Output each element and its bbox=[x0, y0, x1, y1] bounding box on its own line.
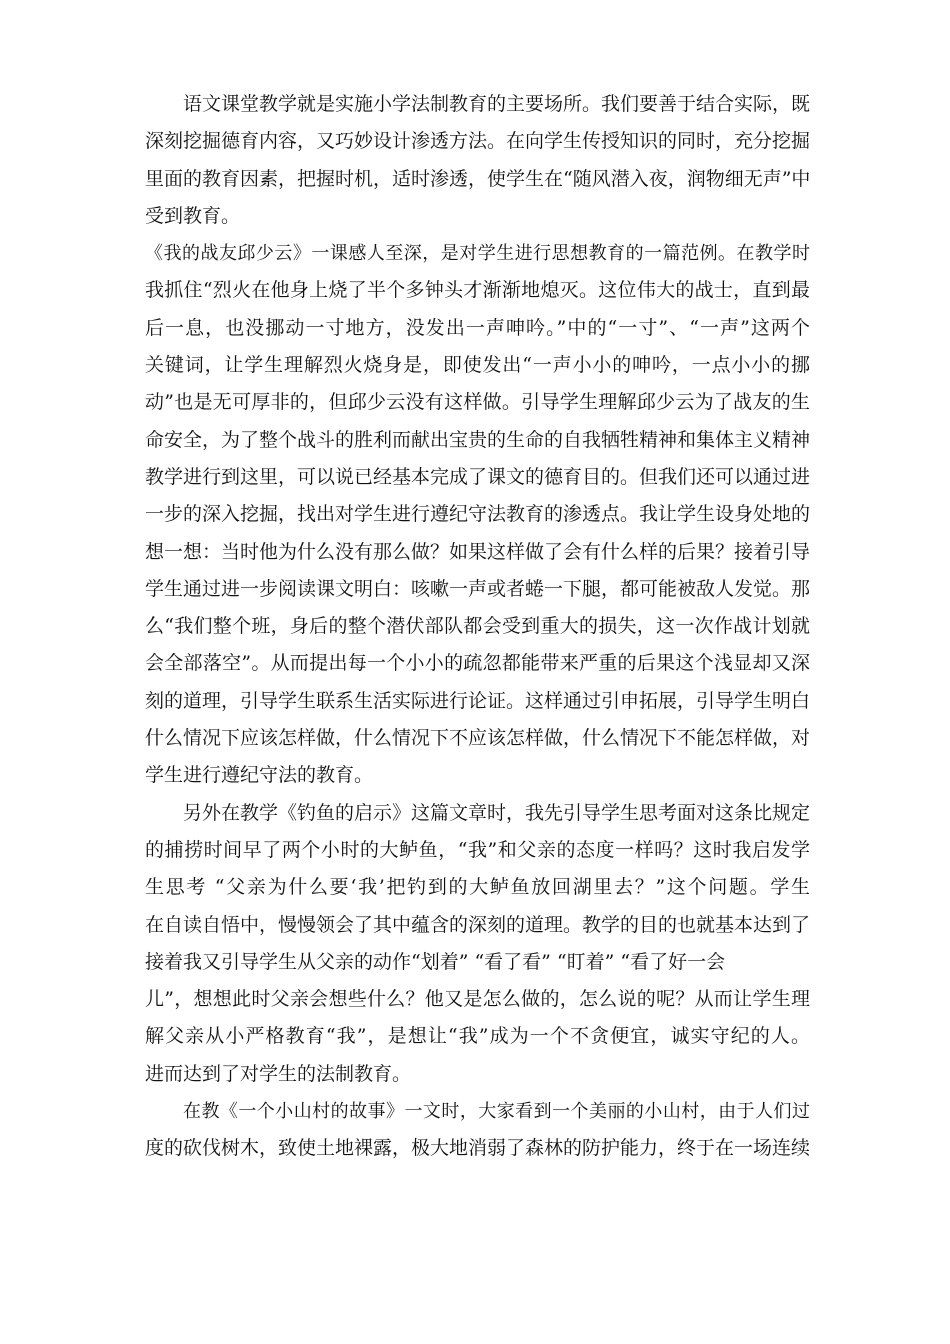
text-line: 在教《一个小山村的故事》一文时，大家看到一个美丽的小山村，由于人们过 bbox=[183, 1101, 810, 1123]
text-line: 教学进行到这里，可以说已经基本完成了课文的德育目的。但我们还可以通过进 bbox=[145, 465, 811, 488]
text-line: 的捕捞时间早了两个小时的大鲈鱼，“我”和父亲的态度一样吗？这时我启发学 bbox=[145, 838, 810, 861]
document-body-text bbox=[145, 86, 810, 1168]
text-line: 想一想：当时他为什么没有那么做？如果这样做了会有什么样的后果？接着引导 bbox=[145, 540, 811, 563]
text-line: 动”也是无可厚非的，但邱少云没有这样做。引导学生理解邱少云为了战友的生 bbox=[145, 391, 810, 414]
text-line: 受到教育。 bbox=[145, 204, 241, 227]
text-line: 后一息，也没挪动一寸地方，没发出一声呻吟。”中的“一寸”、“一声”这两个 bbox=[145, 316, 810, 339]
text-line: 一步的深入挖掘，找出对学生进行遵纪守法教育的渗透点。我让学生设身处地的 bbox=[145, 503, 811, 526]
text-line: 语文课堂教学就是实施小学法制教育的主要场所。我们要善于结合实际，既 bbox=[183, 93, 811, 115]
text-line: 什么情况下应该怎样做，什么情况下不应该怎样做，什么情况下不能怎样做，对 bbox=[145, 727, 811, 750]
text-line: 接着我又引导学生从父亲的动作“划着” “看了看” “盯着” “看了好一会 bbox=[145, 950, 726, 973]
text-line: 进而达到了对学生的法制教育。 bbox=[145, 1062, 412, 1085]
text-line: 会全部落空”。从而提出每一个小小的疏忽都能带来严重的后果这个浅显却又深 bbox=[145, 652, 810, 675]
text-line: 在自读自悟中，慢慢领会了其中蕴含的深刻的道理。教学的目的也就基本达到了 bbox=[145, 913, 811, 936]
text-line: 深刻挖掘德育内容，又巧妙设计渗透方法。在向学生传授知识的同时，充分挖掘 bbox=[145, 130, 811, 153]
text-line: 么“我们整个班，身后的整个潜伏部队都会受到重大的损失，这一次作战计划就 bbox=[145, 615, 810, 638]
text-line: 解父亲从小严格教育“我”，是想让“我”成为一个不贪便宜，诚实守纪的人。 bbox=[145, 1025, 810, 1048]
text-line: 另外在教学《钓鱼的启示》这篇文章时，我先引导学生思考面对这条比规定 bbox=[183, 801, 811, 824]
text-line: 里面的教育因素，把握时机，适时渗透，使学生在“随风潜入夜，润物细无声”中 bbox=[145, 167, 811, 190]
text-line: 《我的战友邱少云》一课感人至深，是对学生进行思想教育的一篇范例。在教学时 bbox=[145, 243, 810, 265]
text-line: 命安全，为了整个战斗的胜利而献出宝贵的生命的自我牺牲精神和集体主义精神 bbox=[145, 428, 811, 451]
text-line: 生思考 “父亲为什么要‘我’把钓到的大鲈鱼放回湖里去？”这个问题。学生 bbox=[145, 876, 810, 899]
text-line: 儿”，想想此时父亲会想些什么？他又是怎么做的，怎么说的呢？从而让学生理 bbox=[145, 988, 810, 1011]
text-line: 度的砍伐树木，致使土地裸露，极大地消弱了森林的防护能力，终于在一场连续 bbox=[145, 1137, 811, 1160]
text-line: 刻的道理，引导学生联系生活实际进行论证。这样通过引申拓展，引导学生明白 bbox=[145, 689, 811, 712]
text-line: 学生通过进一步阅读课文明白：咳嗽一声或者蜷一下腿，都可能被敌人发觉。那 bbox=[145, 577, 811, 600]
text-line: 我抓住“烈火在他身上烧了半个多钟头才渐渐地熄灭。这位伟大的战士，直到最 bbox=[145, 279, 810, 302]
text-line: 关键词，让学生理解烈火烧身是，即使发出“一声小小的呻吟，一点小小的挪 bbox=[145, 354, 810, 377]
text-line: 学生进行遵纪守法的教育。 bbox=[145, 764, 374, 787]
